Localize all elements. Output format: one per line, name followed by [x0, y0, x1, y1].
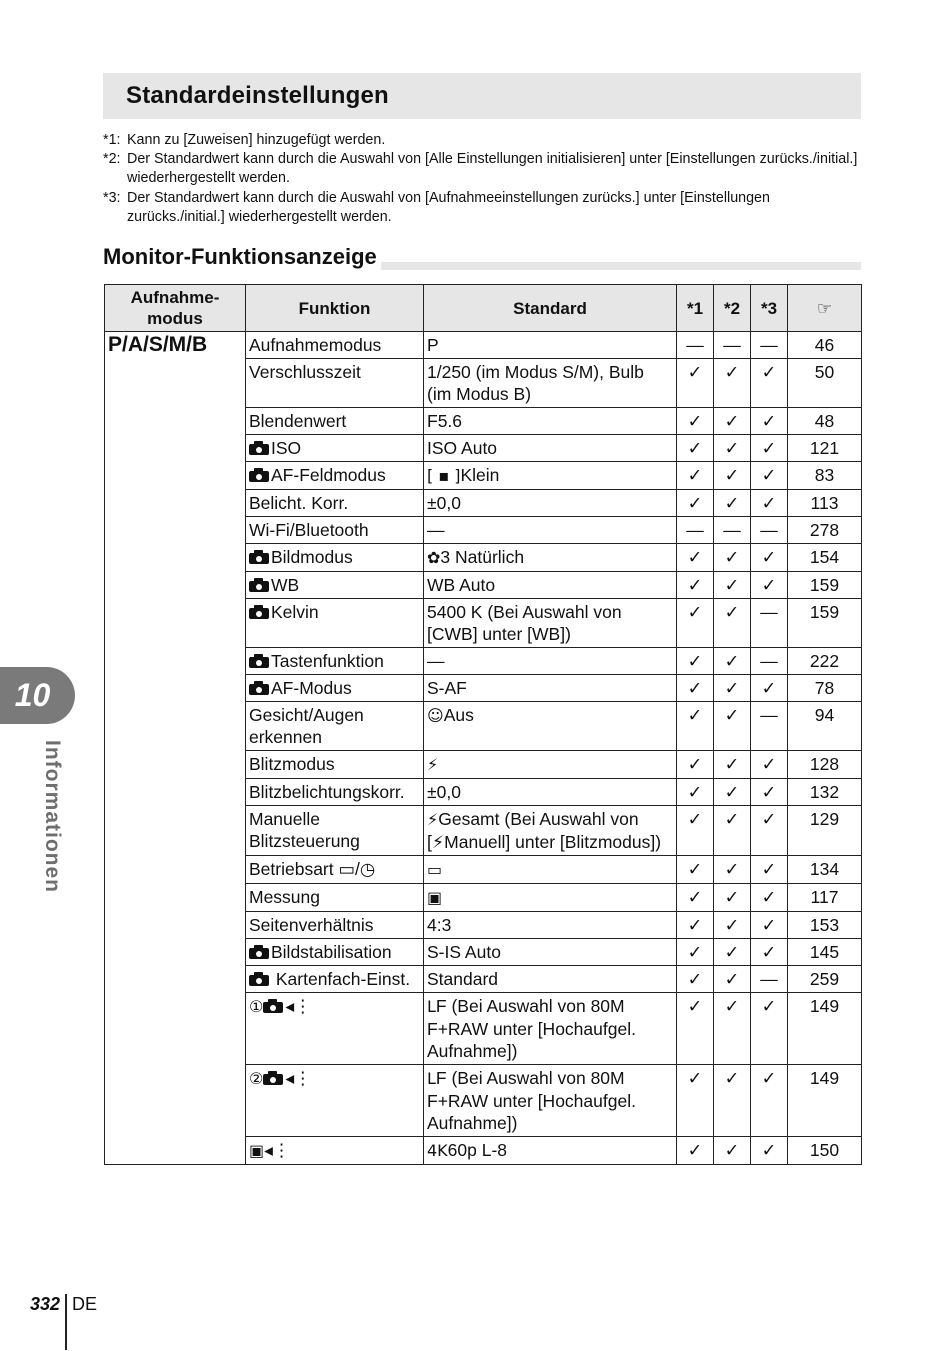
- check-cell: ✓: [714, 544, 751, 572]
- function-cell: [246, 806, 424, 856]
- mode-cell: P/A/S/M/B: [105, 332, 246, 1165]
- check-cell: ✓: [677, 572, 714, 599]
- check-cell: ✓: [751, 856, 788, 884]
- page-reference: 259: [788, 966, 862, 993]
- function-label: Bildmodus: [271, 547, 353, 567]
- check-cell: ✓: [751, 912, 788, 939]
- page-reference: 129: [788, 806, 862, 856]
- movie-icon: ▣: [249, 1141, 265, 1160]
- standard-icon: ▭: [427, 860, 443, 879]
- standard-cell: [424, 490, 677, 517]
- check-cell: ✓: [714, 599, 751, 648]
- standard-cell: [424, 435, 677, 462]
- function-label: Blendenwert: [249, 411, 347, 431]
- check-cell: ✓: [677, 966, 714, 993]
- standard-value: F5.6: [427, 411, 463, 431]
- page-reference: 145: [788, 939, 862, 966]
- page-reference: 121: [788, 435, 862, 462]
- standard-cell: [424, 1065, 677, 1137]
- camera-icon: [249, 605, 269, 619]
- standard-cell: [424, 648, 677, 675]
- header-note3: *3: [751, 285, 788, 332]
- check-cell: ✓: [714, 751, 751, 779]
- standard-cell: [424, 599, 677, 648]
- check-cell: ✓: [677, 1065, 714, 1137]
- page-reference: 222: [788, 648, 862, 675]
- page-reference: 117: [788, 884, 862, 912]
- check-cell: ✓: [714, 435, 751, 462]
- page-reference: 48: [788, 408, 862, 435]
- check-cell: —: [751, 702, 788, 751]
- footer-divider: [65, 1294, 67, 1350]
- function-cell: [246, 599, 424, 648]
- standard-cell: [424, 912, 677, 939]
- standard-cell: [424, 751, 677, 779]
- function-label: AF-Modus: [271, 678, 352, 698]
- page-reference: 50: [788, 359, 862, 408]
- check-cell: ✓: [714, 884, 751, 912]
- page-reference: 149: [788, 993, 862, 1065]
- standard-value: Klein: [460, 465, 500, 485]
- check-cell: ✓: [677, 490, 714, 517]
- page-reference: 153: [788, 912, 862, 939]
- standard-value: 5400 K (Bei Auswahl von [CWB] unter [WB]): [427, 602, 622, 644]
- footnote-text: Der Standardwert kann durch die Auswahl von [Aufnahmeeinstellungen zurücks.] unter [Einstellungen zurücks./initial.] wiederhergestellt werden.: [127, 189, 770, 225]
- slot-number-icon: ②: [249, 1069, 264, 1088]
- standard-cell: [424, 1137, 677, 1165]
- check-cell: ✓: [714, 779, 751, 806]
- footnote: [103, 131, 863, 150]
- function-label: Messung: [249, 887, 321, 907]
- camera-icon: [249, 681, 269, 695]
- check-cell: ✓: [751, 490, 788, 517]
- header-standard: Standard: [424, 285, 677, 332]
- check-cell: ✓: [677, 939, 714, 966]
- page-reference: 132: [788, 779, 862, 806]
- page-number: 332: [30, 1294, 61, 1314]
- function-cell: [246, 675, 424, 702]
- page-reference: 149: [788, 1065, 862, 1137]
- standard-value: Standard: [427, 969, 499, 989]
- standard-icon: ⚡: [427, 810, 439, 829]
- function-label: WB: [271, 575, 300, 595]
- function-label: Blitzmodus: [249, 754, 335, 774]
- check-cell: ✓: [714, 675, 751, 702]
- page-reference: 78: [788, 675, 862, 702]
- check-cell: —: [751, 966, 788, 993]
- check-cell: ✓: [714, 912, 751, 939]
- page-title: Standardeinstellungen: [126, 82, 389, 109]
- section-heading: [103, 243, 861, 271]
- page-reference: 46: [788, 332, 862, 359]
- camera-icon: [249, 578, 269, 592]
- standard-value: ±0,0: [427, 493, 461, 513]
- check-cell: ✓: [751, 435, 788, 462]
- function-cell: [246, 884, 424, 912]
- footnote-mark: *3:: [103, 189, 121, 206]
- check-cell: ✓: [751, 544, 788, 572]
- check-cell: ✓: [751, 1137, 788, 1165]
- check-cell: ✓: [714, 1065, 751, 1137]
- check-cell: ✓: [677, 544, 714, 572]
- check-cell: ✓: [714, 702, 751, 751]
- check-cell: ✓: [714, 939, 751, 966]
- function-label: Betriebsart ▭/◷: [249, 859, 376, 879]
- function-cell: [246, 544, 424, 572]
- check-cell: ✓: [677, 751, 714, 779]
- check-cell: —: [714, 517, 751, 544]
- standard-icon: ✿: [427, 548, 441, 567]
- page-reference: 278: [788, 517, 862, 544]
- check-cell: ✓: [751, 751, 788, 779]
- function-label: Manuelle Blitzsteuerung: [249, 809, 360, 851]
- check-cell: ✓: [714, 966, 751, 993]
- check-cell: ✓: [751, 359, 788, 408]
- footnote: [103, 189, 863, 227]
- standard-cell: [424, 702, 677, 751]
- standard-icon: ☺: [427, 706, 444, 725]
- standard-value: ISO Auto: [427, 438, 498, 458]
- check-cell: ✓: [751, 884, 788, 912]
- footnotes: [103, 131, 863, 227]
- standard-cell: [424, 675, 677, 702]
- page-reference: 128: [788, 751, 862, 779]
- check-cell: ✓: [714, 648, 751, 675]
- function-cell: [246, 939, 424, 966]
- standard-value: 3 Natürlich: [440, 547, 525, 567]
- check-cell: ✓: [714, 806, 751, 856]
- standard-value: F (Bei Auswahl von 80M F+RAW unter [Hochaufgel. Aufnahme]): [427, 1068, 636, 1133]
- check-cell: ✓: [751, 572, 788, 599]
- camera-icon: [249, 654, 269, 668]
- standard-icon: L: [427, 997, 436, 1016]
- function-cell: [246, 462, 424, 490]
- function-cell: [246, 1137, 424, 1165]
- header-reference-icon: ☞: [788, 285, 862, 332]
- check-cell: —: [751, 648, 788, 675]
- slot-number-icon: ①: [249, 997, 264, 1016]
- function-label: Aufnahmemodus: [249, 335, 382, 355]
- check-cell: ✓: [677, 806, 714, 856]
- page-reference: 94: [788, 702, 862, 751]
- chapter-label: Informationen: [41, 740, 64, 893]
- check-cell: ✓: [751, 806, 788, 856]
- camera-icon: [263, 1071, 283, 1085]
- standard-cell: [424, 966, 677, 993]
- check-cell: ✓: [714, 408, 751, 435]
- check-cell: —: [751, 517, 788, 544]
- standard-cell: [424, 993, 677, 1065]
- function-cell: [246, 332, 424, 359]
- function-label: Tastenfunktion: [271, 651, 384, 671]
- camera-icon: [249, 441, 269, 455]
- check-cell: ✓: [751, 675, 788, 702]
- function-cell: [246, 1065, 424, 1137]
- check-cell: ✓: [677, 912, 714, 939]
- camera-icon: [249, 468, 269, 482]
- check-cell: —: [751, 332, 788, 359]
- function-label: Kelvin: [271, 602, 319, 622]
- page-reference: 154: [788, 544, 862, 572]
- check-cell: ✓: [714, 572, 751, 599]
- camera-icon: [249, 972, 269, 986]
- function-cell: [246, 966, 424, 993]
- camera-icon: [249, 550, 269, 564]
- standard-value: 60p L-8: [447, 1140, 508, 1160]
- check-cell: ✓: [751, 1065, 788, 1137]
- page-reference: 83: [788, 462, 862, 490]
- footnote-mark: *1:: [103, 132, 121, 148]
- standard-cell: [424, 517, 677, 544]
- standard-icon: 4K: [427, 1141, 448, 1160]
- standard-value: —: [427, 520, 445, 540]
- standard-cell: [424, 462, 677, 490]
- standard-cell: [424, 359, 677, 408]
- check-cell: ✓: [751, 993, 788, 1065]
- header-mode: Aufnahme-modus: [105, 285, 246, 332]
- check-cell: —: [677, 332, 714, 359]
- table-header-row: [105, 285, 862, 332]
- check-cell: ✓: [714, 993, 751, 1065]
- standard-icon: ⚡: [427, 755, 439, 774]
- header-function: Funktion: [246, 285, 424, 332]
- check-cell: ✓: [714, 462, 751, 490]
- page-reference: 159: [788, 599, 862, 648]
- function-cell: [246, 856, 424, 884]
- function-cell: [246, 702, 424, 751]
- settings-table: [104, 284, 862, 1165]
- standard-cell: [424, 939, 677, 966]
- check-cell: ✓: [714, 1137, 751, 1165]
- standard-icon: [ ▪ ]: [427, 466, 461, 485]
- standard-value: WB Auto: [427, 575, 496, 595]
- standard-icon: L: [427, 1069, 436, 1088]
- check-cell: ✓: [677, 462, 714, 490]
- standard-cell: [424, 544, 677, 572]
- footnote-mark: *2:: [103, 151, 121, 168]
- standard-cell: [424, 884, 677, 912]
- function-label: ISO: [271, 438, 302, 458]
- check-cell: ✓: [751, 462, 788, 490]
- function-label: Seitenverhältnis: [249, 915, 374, 935]
- standard-value: 4:3: [427, 915, 452, 935]
- function-label: Verschlusszeit: [249, 362, 361, 382]
- footnote-text: Der Standardwert kann durch die Auswahl von [Alle Einstellungen initialisieren] unter [Einstellungen zurücks./initial.] wiederhergestellt werden.: [127, 151, 858, 187]
- check-cell: ✓: [714, 359, 751, 408]
- standard-value: S-AF: [427, 678, 467, 698]
- function-cell: [246, 751, 424, 779]
- check-cell: ✓: [677, 856, 714, 884]
- page-footer: [30, 1294, 97, 1350]
- check-cell: ✓: [677, 435, 714, 462]
- function-label: Wi-Fi/Bluetooth: [249, 520, 369, 540]
- language-code: DE: [72, 1294, 98, 1314]
- check-cell: —: [714, 332, 751, 359]
- check-cell: ✓: [677, 779, 714, 806]
- function-cell: [246, 408, 424, 435]
- check-cell: ✓: [677, 408, 714, 435]
- check-cell: ✓: [677, 675, 714, 702]
- standard-value: ±0,0: [427, 782, 461, 802]
- function-label: ◂⋮: [285, 1068, 312, 1088]
- function-cell: [246, 779, 424, 806]
- check-cell: ✓: [677, 702, 714, 751]
- standard-cell: [424, 572, 677, 599]
- function-label: Belicht. Korr.: [249, 493, 349, 513]
- check-cell: ✓: [677, 599, 714, 648]
- function-label: ◂⋮: [285, 996, 312, 1016]
- check-cell: ✓: [677, 993, 714, 1065]
- standard-value: 1/250 (im Modus S/M), Bulb (im Modus B): [427, 362, 644, 404]
- function-cell: [246, 435, 424, 462]
- standard-cell: [424, 408, 677, 435]
- check-cell: —: [751, 599, 788, 648]
- check-cell: ✓: [677, 359, 714, 408]
- function-cell: [246, 912, 424, 939]
- check-cell: ✓: [677, 648, 714, 675]
- function-label: Bildstabilisation: [271, 942, 392, 962]
- standard-value: S-IS Auto: [427, 942, 501, 962]
- function-cell: [246, 648, 424, 675]
- page-reference: 150: [788, 1137, 862, 1165]
- check-cell: ✓: [751, 779, 788, 806]
- standard-value: Aus: [443, 705, 474, 725]
- function-label: Gesicht/Augen erkennen: [249, 705, 364, 747]
- function-cell: [246, 490, 424, 517]
- standard-cell: [424, 332, 677, 359]
- function-cell: [246, 517, 424, 544]
- header-note1: *1: [677, 285, 714, 332]
- footnote-text: Kann zu [Zuweisen] hinzugefügt werden.: [127, 132, 386, 148]
- section-title: Monitor-Funktionsanzeige: [103, 243, 381, 271]
- function-label: AF-Feldmodus: [271, 465, 386, 485]
- standard-value: —: [427, 651, 445, 671]
- function-cell: [246, 572, 424, 599]
- function-label: ◂⋮: [264, 1140, 291, 1160]
- standard-value: F (Bei Auswahl von 80M F+RAW unter [Hochaufgel. Aufnahme]): [427, 996, 636, 1061]
- standard-value: P: [427, 335, 439, 355]
- page-reference: 134: [788, 856, 862, 884]
- standard-value: Gesamt (Bei Auswahl von [⚡Manuell] unter [Blitzmodus]): [427, 809, 662, 852]
- chapter-tab: 10: [0, 667, 75, 724]
- check-cell: ✓: [677, 884, 714, 912]
- standard-cell: [424, 779, 677, 806]
- check-cell: ✓: [714, 856, 751, 884]
- check-cell: ✓: [751, 408, 788, 435]
- check-cell: ✓: [714, 490, 751, 517]
- camera-icon: [263, 999, 283, 1013]
- camera-icon: [249, 945, 269, 959]
- page-reference: 159: [788, 572, 862, 599]
- function-label: Blitzbelichtungskorr.: [249, 782, 405, 802]
- standard-cell: [424, 856, 677, 884]
- standard-cell: [424, 806, 677, 856]
- check-cell: ✓: [751, 939, 788, 966]
- check-cell: ✓: [677, 1137, 714, 1165]
- page-reference: 113: [788, 490, 862, 517]
- function-label: Kartenfach-Einst.: [271, 969, 411, 989]
- function-cell: [246, 359, 424, 408]
- footnote: [103, 150, 863, 188]
- title-bar: [103, 73, 861, 119]
- table-row: [105, 332, 862, 359]
- check-cell: —: [677, 517, 714, 544]
- header-note2: *2: [714, 285, 751, 332]
- function-cell: [246, 993, 424, 1065]
- standard-icon: ▣: [427, 888, 443, 907]
